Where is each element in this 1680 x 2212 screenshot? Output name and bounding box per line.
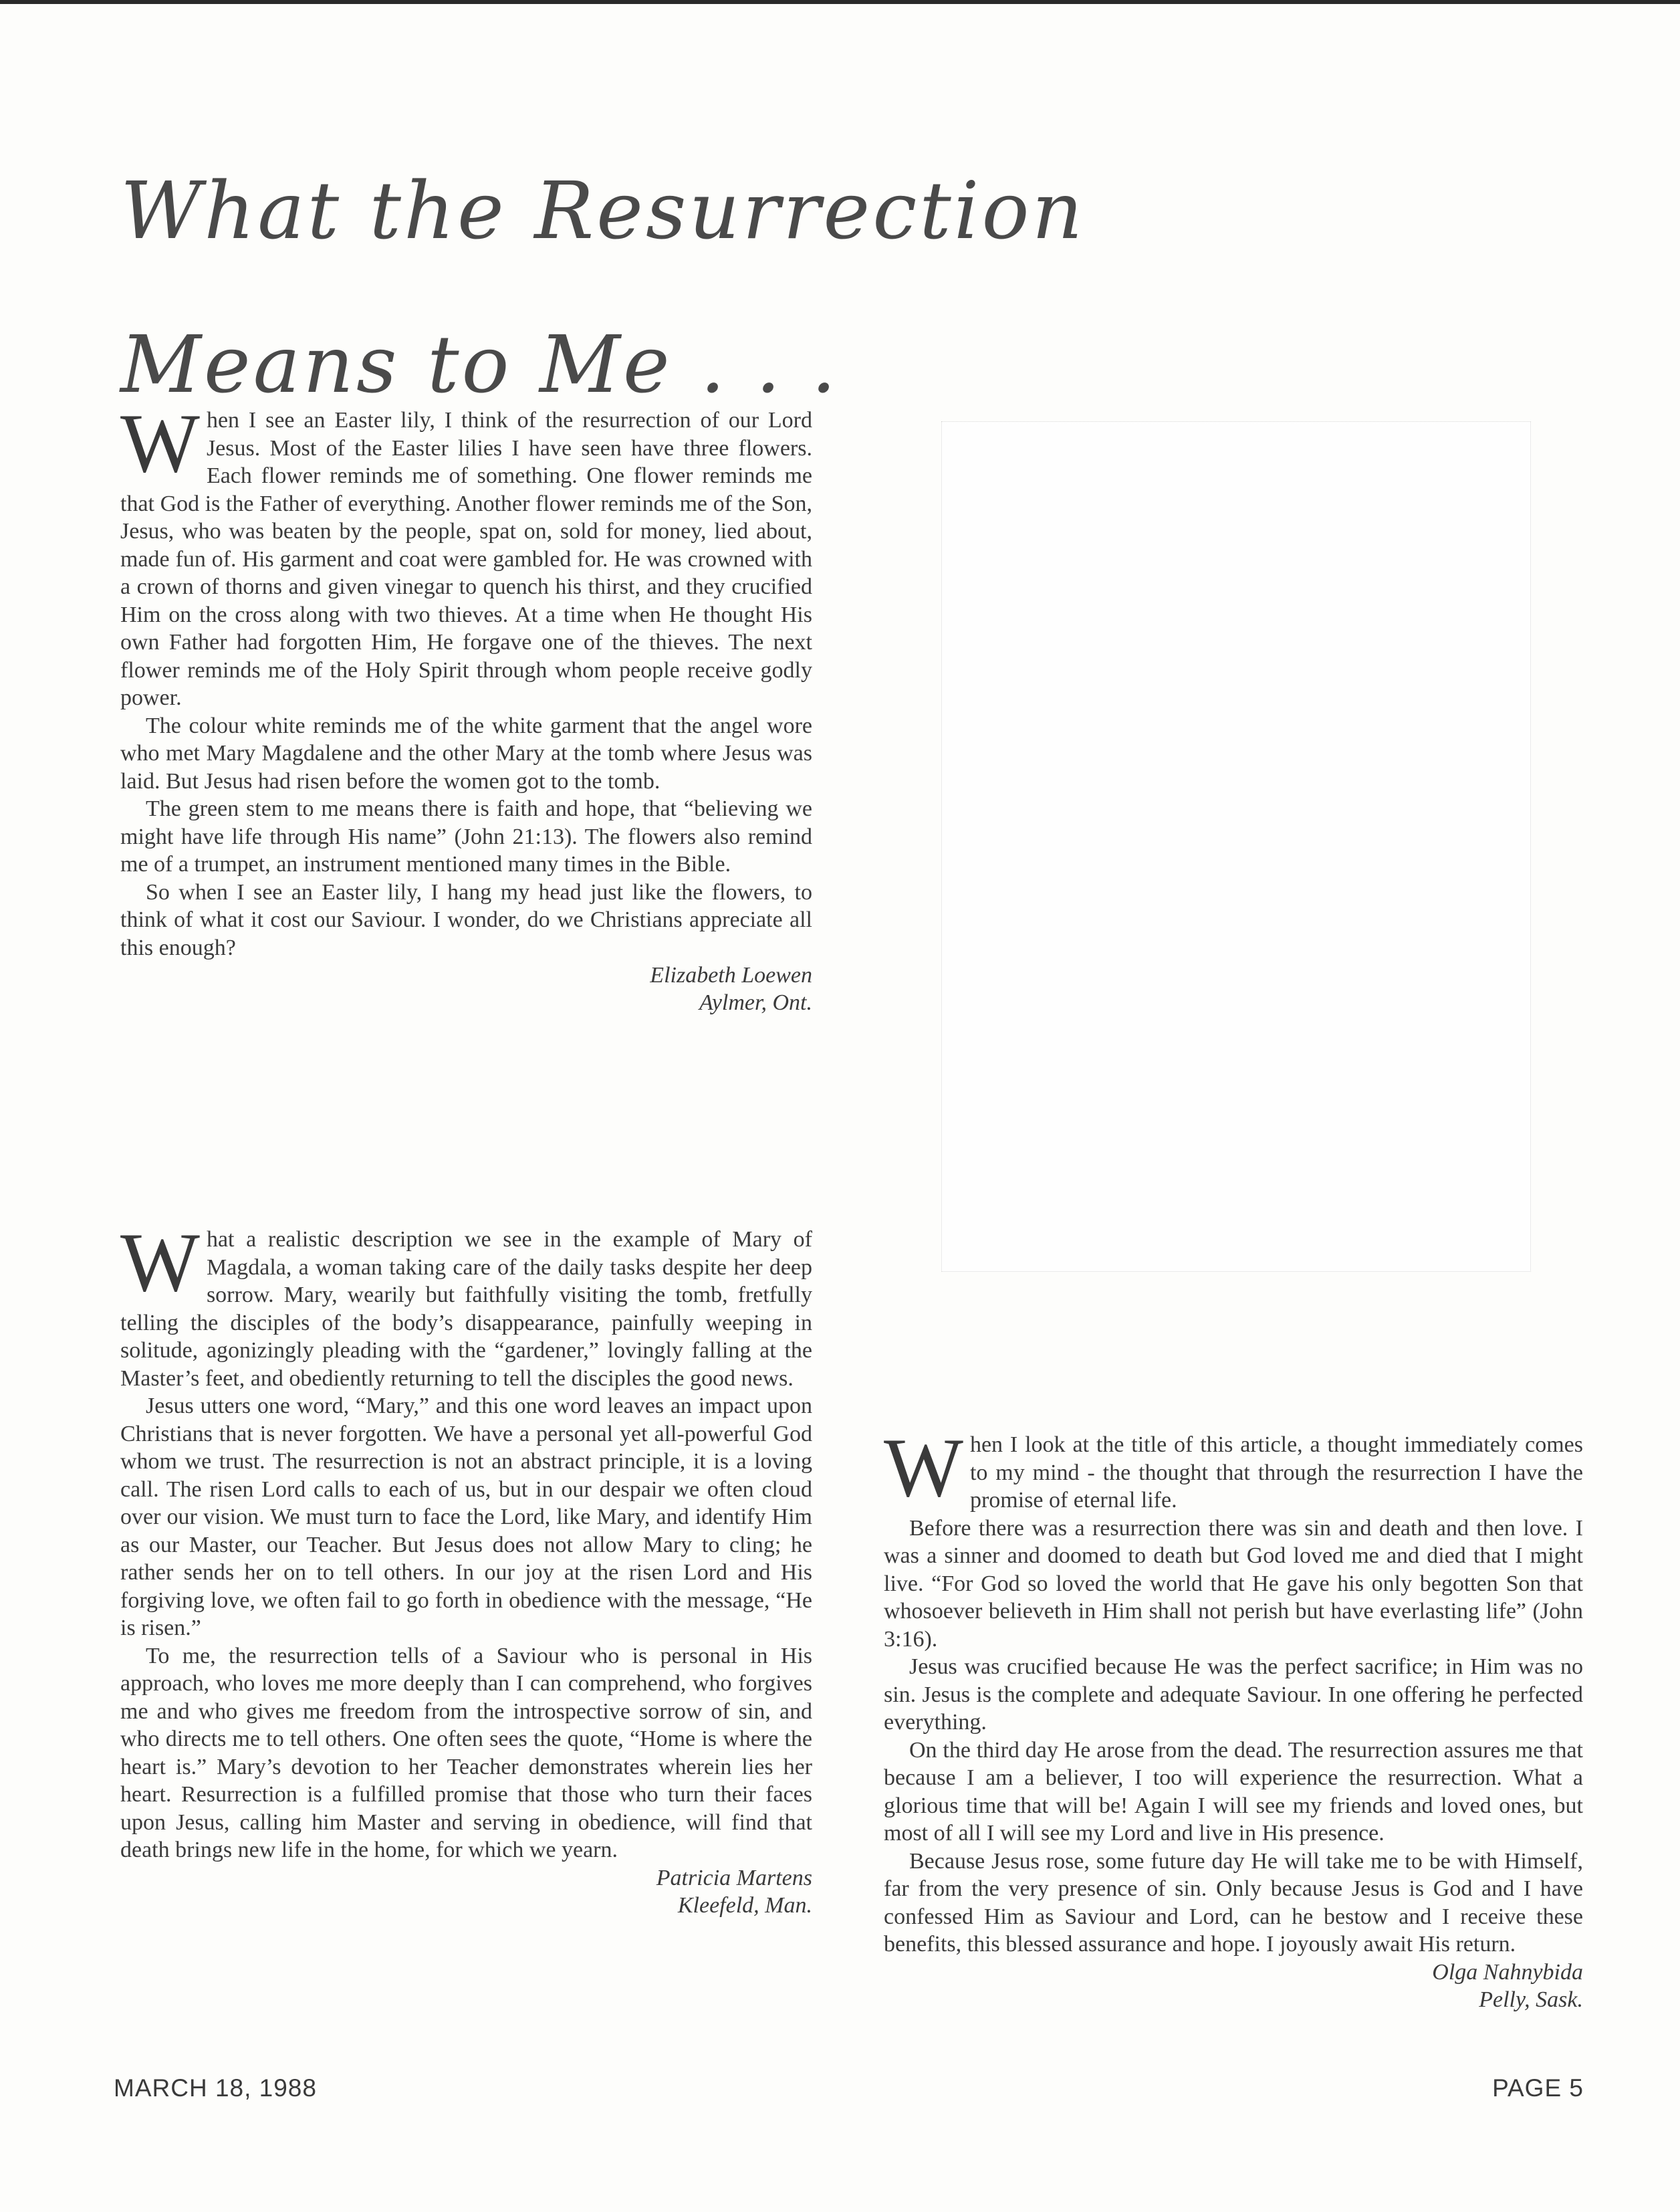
article-mary-magdala — [120, 1216, 812, 1919]
article-paragraph: The colour white reminds me of the white garment that the angel wore who met Mary Magdalene and the other Mary at the tomb where Jesus was laid. But Jesus had risen before the women got to the tomb. — [120, 713, 812, 794]
drop-cap: W — [884, 1422, 963, 1515]
page-title — [120, 134, 1123, 441]
author-name: Patricia Martens — [656, 1865, 812, 1890]
footer-date: MARCH 18, 1988 — [114, 2074, 317, 2102]
drop-cap: W — [120, 1216, 200, 1309]
author-location: Aylmer, Ont. — [699, 990, 812, 1015]
drop-cap: W — [120, 397, 200, 490]
byline — [120, 962, 812, 1016]
article-paragraph: To me, the resurrection tells of a Saviour who is personal in His approach, who loves me more deeply than I can comprehend, who forgives me and who gives me freedom from the introspective sorrow of sin, and who directs me to tell others. One often sees the quote, “Home is where the heart is.” Mary’s devotion to her Teacher demonstrates wherein lies her heart. Resurrection is a fulfilled promise that those who turn their faces upon Jesus, calling him Master and serving in obedience, will find that death brings new life in the home, for which we yearn. — [120, 1643, 812, 1862]
article-paragraph: When I see an Easter lily, I think of the resurrection of our Lord Jesus. Most of the Easter lilies I have seen have three flowers. Each flower reminds me of something. One flower reminds me that God is the Father of everything. Another flower reminds me of the Son, Jesus, who was beaten by the people, spat on, sold for money, lied about, made fun of. His garment and coat were gambled for. He was crowned with a crown of thorns and given vinegar to quench his thirst, and they crucified Him on the cross along with two thieves. At a time when He thought His own Father had forgotten Him, He forgave one of the thieves. The next flower reminds me of the Holy Spirit through whom people receive godly power. — [120, 397, 812, 710]
title-line-2: Means to Me . . . — [120, 318, 839, 411]
author-name: Olga Nahnybida — [1432, 1959, 1583, 1985]
article-paragraph: The green stem to me means there is faith and hope, that “believing we might have life through His name” (John 21:13). The flowers also remind me of a trumpet, an instrument mentioned many times in the Bible. — [120, 796, 812, 877]
article-paragraph: What a realistic description we see in the example of Mary of Magdala, a woman taking care of the daily tasks despite her deep sorrow. Mary, wearily but faithfully visiting the tomb, fretfully telling the disciples of the body’s disappearance, painfully weeping in solitude, agonizingly pleading with the “gardener,” lovingly falling at the Master’s feet, and obediently returning to tell the disciples the good news. — [120, 1216, 812, 1391]
article-paragraph: Before there was a resurrection there was sin and death and then love. I was a sinner and doomed to death but God loved me and died that I might live. “For God so loved the world that He gave his only begotten Son that whosoever believeth in Him shall not perish but have everlasting life” (John 3:16). — [884, 1515, 1583, 1652]
article-paragraph: On the third day He arose from the dead. The resurrection assures me that because I am a believer, I too will experience the resurrection. What a glorious time that will be! Again I will see my friends and loved ones, but most of all I will see my Lord and live in His presence. — [884, 1737, 1583, 1846]
article-paragraph: Because Jesus rose, some future day He will take me to be with Himself, far from the very presence of sin. Only because Jesus is God and I have confessed Him as Saviour and Lord, can he bestow and I receive these benefits, this blessed assurance and hope. I joyously await His return. — [884, 1848, 1583, 1957]
byline — [884, 1959, 1583, 2013]
article-paragraph: So when I see an Easter lily, I hang my head just like the flowers, to think of what it cost our Saviour. I wonder, do we Christians appreciate all this enough? — [120, 879, 812, 960]
author-location: Kleefeld, Man. — [677, 1892, 812, 1918]
article-paragraph: Jesus was crucified because He was the perfect sacrifice; in Him was no sin. Jesus is the complete and adequate Saviour. In one offering he perfected everything. — [884, 1654, 1583, 1735]
author-name: Elizabeth Loewen — [650, 963, 812, 988]
article-eternal-life — [884, 1422, 1583, 2013]
article-paragraph: Jesus utters one word, “Mary,” and this one word leaves an impact upon Christians that is never forgotten. We have a personal yet all-powerful God whom we trust. The resurrection is not an abstract principle, it is a loving call. The risen Lord calls to each of us, but in our despair we often cloud over our vision. We must turn to face the Lord, like Mary, and identify Him as our Master, our Teacher. But Jesus does not allow Mary to cling; he rather sends her on to tell others. In our joy at the risen Lord and His forgiving love, we often fail to go forth in obedience with the message, “He is risen.” — [120, 1394, 812, 1640]
page-top-edge — [0, 0, 1680, 4]
footer-page-number: PAGE 5 — [1492, 2074, 1584, 2102]
title-line-1: What the Resurrection — [120, 164, 1086, 257]
article-paragraph: When I look at the title of this article, a thought immediately comes to my mind - the thought that through the resurrection I have the promise of eternal life. — [884, 1422, 1583, 1515]
photo-placeholder — [941, 421, 1531, 1272]
author-location: Pelly, Sask. — [1479, 1987, 1583, 2012]
article-easter-lily — [120, 397, 812, 1016]
byline — [120, 1864, 812, 1919]
